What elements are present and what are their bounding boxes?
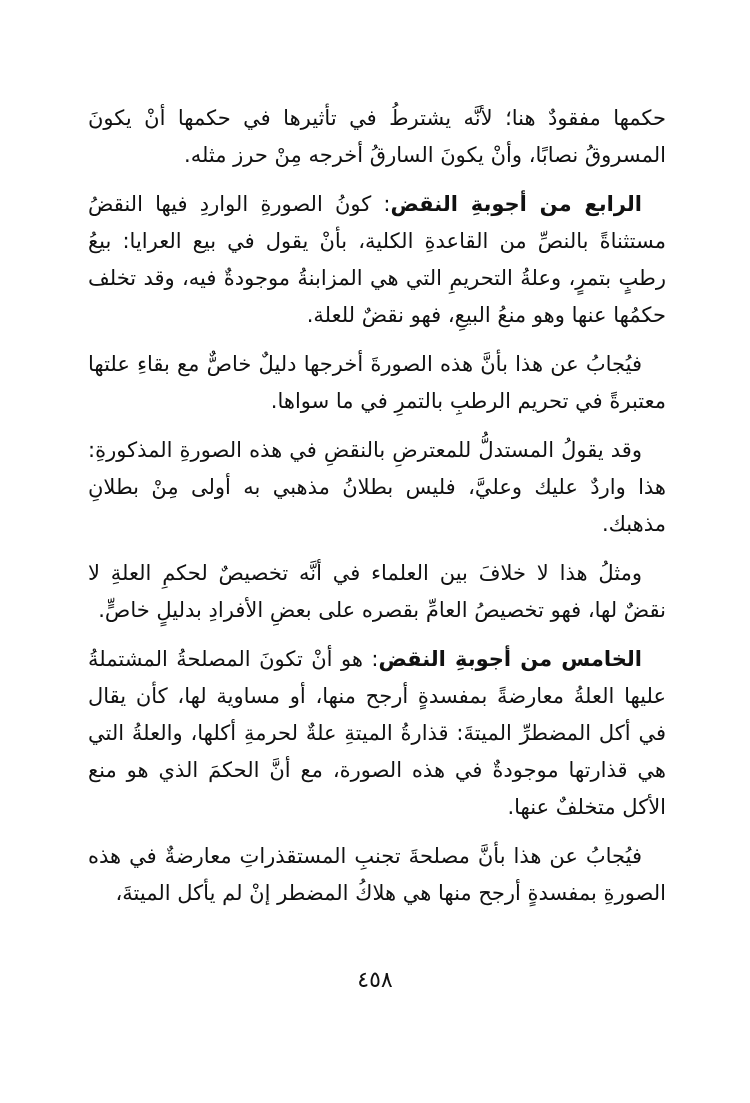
paragraph-text: فيُجابُ عن هذا بأنَّ هذه الصورةَ أخرجها دليلٌ خاصٌّ مع بقاءِ علتها معتبرةً في تحريم الرطبِ بالتمرِ في ما سواها.	[88, 352, 666, 413]
paragraph-reply	[88, 346, 666, 420]
paragraph-text: ومثلُ هذا لا خلافَ بين العلماء في أنَّه تخصيصٌ لحكمِ العلةِ لا نقضٌ لها، فهو تخصيصُ العامِّ بقصره على بعضِ الأفرادِ بدليلٍ خاصٍّ.	[88, 561, 666, 622]
paragraph-text: : هو أنْ تكونَ المصلحةُ المشتملةُ عليها العلةُ معارضةً بمفسدةٍ أرجح منها، أو مساوية لها، كأن يقال في أكل المضطرِّ الميتةَ: قذارةُ الميتةِ علةٌ لحرمةِ أكلها، والعلةُ التي هي قذارتها موجودةٌ في هذه الصورة، مع أنَّ الحكمَ الذي هو منع الأكل متخلفٌ عنها.	[88, 647, 666, 819]
page-number: ٤٥٨	[357, 968, 393, 993]
paragraph-fifth-answer	[88, 641, 666, 826]
paragraph-text: فيُجابُ عن هذا بأنَّ مصلحةَ تجنبِ المستقذراتِ معارضةٌ في هذه الصورةِ بمفسدةٍ أرجح منها هي هلاكُ المضطر إنْ لم يأكل الميتةَ،	[88, 844, 666, 905]
section-heading: الخامس من أجوبةِ النقض	[378, 647, 642, 671]
section-heading: الرابع من أجوبةِ النقض	[390, 192, 642, 216]
paragraph-text: حكمها مفقودٌ هنا؛ لأنَّه يشترطُ في تأثيرها في حكمها أنْ يكونَ المسروقُ نصابًا، وأنْ يكونَ السارقُ أخرجه مِنْ حرز مثله.	[88, 106, 666, 167]
paragraph-text: وقد يقولُ المستدلُّ للمعترضِ بالنقضِ في هذه الصورةِ المذكورةِ: هذا واردٌ عليك وعليَّ، فليس بطلانُ مذهبي به أولى مِنْ بطلانِ مذهبك.	[88, 438, 666, 536]
paragraph-objection	[88, 432, 666, 543]
book-page-body	[88, 100, 666, 924]
paragraph-specification	[88, 555, 666, 629]
paragraph-text: : كونُ الصورةِ الواردِ فيها النقضُ مستثناةً بالنصِّ من القاعدةِ الكلية، بأنْ يقول في بيع العرايا: بيعُ رطبٍ بتمرٍ، وعلةُ التحريمِ التي هي المزابنةُ موجودةٌ فيه، وقد تخلف حكمُها عنها وهو منعُ البيعِ، فهو نقضٌ للعلة.	[88, 192, 666, 327]
paragraph-fourth-answer	[88, 186, 666, 334]
paragraph-reply-2	[88, 838, 666, 912]
paragraph-continuation	[88, 100, 666, 174]
